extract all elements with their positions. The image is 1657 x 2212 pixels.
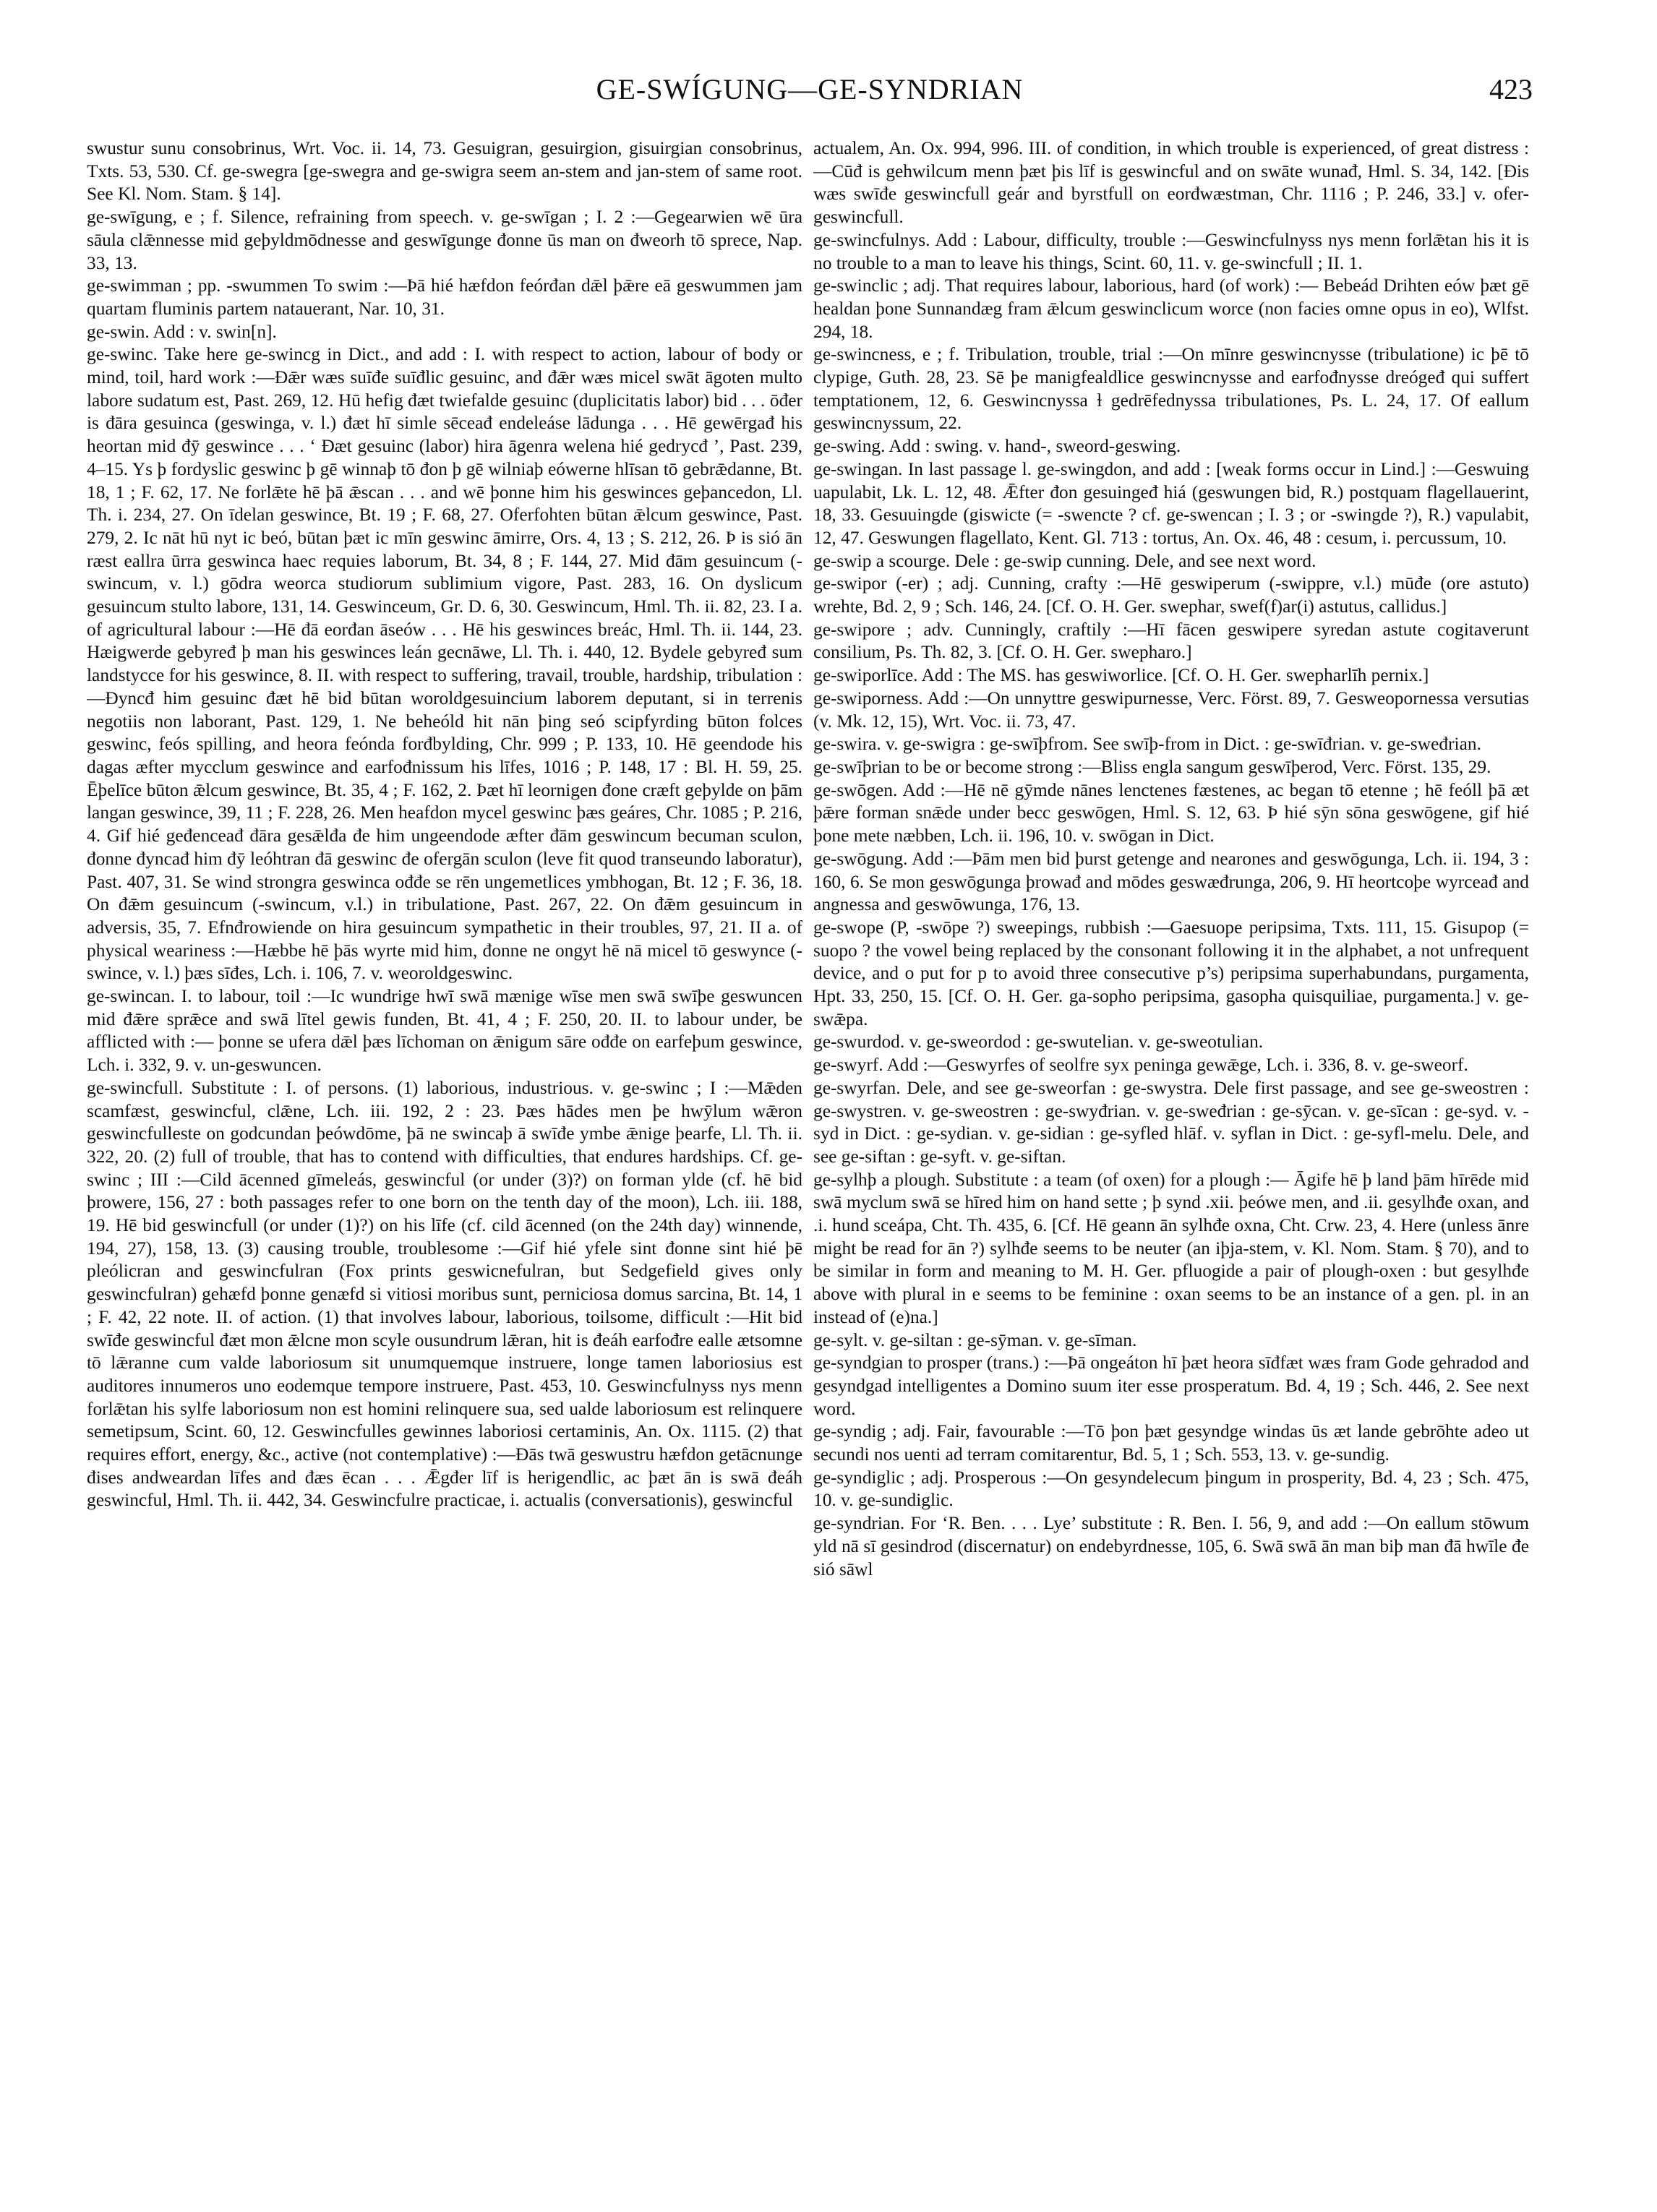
- dictionary-entry: ge-swōgung. Add :—Þām men bid þurst getenge and nearones and geswōgunga, Lch. ii. 194, 3 : 160, 6. Se mon geswōgunga þrowađ and mōdes geswæđrunga, 206, 9. Hī heortcoþe wyrceađ and angnessa and geswōwunga, 176, 13.: [813, 848, 1529, 915]
- right-column: [813, 137, 1529, 2198]
- dictionary-entry: ge-swinc. Take here ge-swincg in Dict., and add : I. with respect to action, labour of body or mind, toil, hard work :—Đǣr wæs suīđe suīđlic gesuinc, and đǣr wæs micel swāt āgoten multo labore sudatum est, Past. 269, 12. Hū hefig đæt twiefalde gesuinc (duplicitatis labor) bid . . . ōđer is đāra gesuinca (geswinga, v. l.) đæt hī simle sēceađ endeleáse lādunga . . . Hē gewērgađ his heortan mid đӯ geswince . . . ‘ Đæt gesuinc (labor) hira āgenra welena hié gedrycđ ’, Past. 239, 4–15. Ys þ fordyslic geswinc þ gē winnaþ tō đon þ gē wilniaþ eówerne hlīsan tō gebrǣdanne, Bt. 18, 1 ; F. 62, 17. Ne forlǣte hē þā ǣscan . . . and wē þonne him his geswinces geþancedon, Ll. Th. i. 234, 27. On īdelan geswince, Bt. 19 ; F. 68, 27. Oferfohten būtan ǣlcum geswince, Past. 279, 2. Ic nāt hū nyt ic beó, būtan þæt ic mīn geswinc āmirre, Ors. 4, 13 ; S. 212, 26. Þ is sió ān ræst eallra ūrra geswinca haec requies laborum, Bt. 34, 8 ; F. 144, 27. Mid đām gesuincum (-swincum, v. l.) gōdra weorca studiorum sublimium vigore, Past. 283, 16. On dyslicum gesuincum stulto labore, 131, 14. Geswinceum, Gr. D. 6, 30. Geswincum, Hml. Th. ii. 82, 23. I a. of agricultural labour :—Hē đā eorđan āseów . . . Hē his geswinces breác, Hml. Th. ii. 144, 23. Hæigwerde gebyređ þ man his geswinces leán gecnāwe, Ll. Th. i. 440, 12. Bydele gebyređ sum landstycce for his geswince, 8. II. with respect to suffering, travail, trouble, hardship, tribulation :—Đyncđ him gesuinc đæt hē bid būtan woroldgesuincium laborem deputant, si in terrenis negotiis non laborant, Past. 129, 1. Ne beheóld hit nān þing seó scipfyrding būton folces geswinc, feós spilling, and heora feónda forđbylding, Chr. 999 ; P. 133, 10. Hē geendode his dagas æfter mycclum geswince and earfođnissum his līfes, 1016 ; P. 148, 17 : Bl. H. 59, 25. Ēþelīce būton ǣlcum geswince, Bt. 35, 4 ; F. 162, 2. Þæt hī leornigen đone cræft geþylde on þām langan geswince, 39, 11 ; F. 228, 26. Men heafdon mycel geswinc þæs geáres, Chr. 1085 ; P. 216, 4. Gif hié geđenceađ đāra gesǣlđa đe him ungeendode æfter đām geswincum becuman sculon, đonne đyncađ him đӯ leóhtran đā geswinc đe ofergān sculon (leve fit quod transeundo laboratur), Past. 407, 31. Se wind strongra geswinca ođđe se rēn ungemetlices ymbhogan, Bt. 12 ; F. 36, 18. On đǣm gesuincum (-swincum, v.l.) in tribulatione, Past. 267, 22. On đǣm gesuincum in adversis, 35, 7. Efnđrowiende on hira gesuincum sympathetic in their troubles, 97, 21. II a. of physical weariness :—Hæbbe hē þās wyrte mid him, đonne ne ongyt hē nā micel tō geswynce (-swince, v. l.) þæs sīđes, Lch. i. 106, 7. v. weoroldgeswinc.: [87, 344, 802, 984]
- dictionary-entry: ge-swipore ; adv. Cunningly, craftily :—Hī fācen geswipere syredan astute cogitaverunt consilium, Ps. Th. 82, 3. [Cf. O. H. Ger. swepharo.]: [813, 619, 1529, 663]
- dictionary-entry: ge-syndiglic ; adj. Prosperous :—On gesyndelecum þingum in prosperity, Bd. 4, 23 ; Sch. 475, 10. v. ge-sundiglic.: [813, 1467, 1529, 1511]
- dictionary-entry: ge-swincfulnys. Add : Labour, difficulty, trouble :—Geswincfulnyss nys menn forlǣtan his it is no trouble to a man to leave his things, Scint. 60, 11. v. ge-swincfull ; II. 1.: [813, 229, 1529, 273]
- dictionary-entry: ge-swipor (-er) ; adj. Cunning, crafty :—Hē geswiperum (-swippre, v.l.) mūđe (ore astuto) wrehte, Bd. 2, 9 ; Sch. 146, 24. [Cf. O. H. Ger. swephar, swef(f)ar(i) astutus, callidus.]: [813, 573, 1529, 617]
- dictionary-entry: ge-swinclic ; adj. That requires labour, laborious, hard (of work) :— Bebeád Drihten eów þæt gē healdan þone Sunnandæg fram ǣlcum geswinclicum worce (non facies omne opus in eo), Wlfst. 294, 18.: [813, 275, 1529, 342]
- dictionary-entry: ge-syndig ; adj. Fair, favourable :—Tō þon þæt gesyndge windas ūs æt lande gebrōhte adeo ut secundi nos uenti ad terram comitarentur, Bd. 5, 1 ; Sch. 553, 13. v. ge-sundig.: [813, 1421, 1529, 1465]
- dictionary-entry: ge-swurdod. v. ge-sweordod : ge-swutelian. v. ge-sweotulian.: [813, 1032, 1264, 1053]
- dictionary-entry: ge-swyrfan. Dele, and see ge-sweorfan : ge-swystra. Dele first passage, and see ge-sweostren : ge-swystren. v. ge-sweostren : ge-swyđrian. v. ge-sweđrian : ge-sӯcan. v. ge-sīcan : ge-syd. v. -syd in Dict. : ge-sydian. v. ge-sidian : ge-syfled hlāf. v. syflan in Dict. : ge-syfl-melu. Dele, and see ge-siftan : ge-syft. v. ge-siftan.: [813, 1077, 1529, 1167]
- dictionary-entry: ge-swimman ; pp. -swummen To swim :—Þā hié hæfdon feórđan dǣl þǣre eā geswummen jam quartam fluminis partem natauerant, Nar. 10, 31.: [87, 275, 802, 319]
- dictionary-entry: ge-sylhþ a plough. Substitute : a team (of oxen) for a plough :— Āgife hē þ land þām hīrēde mid swā myclum swā se hīred him on hand sette ; þ synd .xii. þeówe men, and .ii. gesylhđe oxan, and .i. hund sceápa, Cht. Th. 435, 6. [Cf. Hē geann ān sylhđe oxna, Cht. Crw. 23, 4. Here (unless ānre might be read for ān ?) sylhđe seems to be neuter (an iþja-stem, v. Kl. Nom. Stam. § 70), and to be similar in form and meaning to M. H. Ger. pfluogide a pair of plough-oxen : but gesylhđe above with plural in e seems to be feminine : oxan seems to be an instance of a gen. pl. in an instead of (e)na.]: [813, 1169, 1529, 1327]
- dictionary-entry: ge-swing. Add : swing. v. hand-, sweord-geswing.: [813, 436, 1181, 457]
- page-number: 423: [1489, 73, 1533, 106]
- dictionary-entry: swustur sunu consobrinus, Wrt. Voc. ii. 14, 73. Gesuigran, gesuirgion, gisuirgian consobrinus, Txts. 53, 530. Cf. ge-swegra [ge-swegra and ge-swigra seem an-stem and jan-stem of same root. See Kl. Nom. Stam. § 14].: [87, 138, 802, 205]
- dictionary-entry: ge-syndgian to prosper (trans.) :—Þā ongeáton hī þæt heora sīđfæt wæs fram Gode gehradod and gesyndgad intelligentes a Domino suum iter esse prosperatum. Bd. 4, 19 ; Sch. 446, 2. See next word.: [813, 1353, 1529, 1419]
- dictionary-entry: ge-swiporness. Add :—On unnyttre geswipurnesse, Verc. Först. 89, 7. Gesweopornessa versutias (v. Mk. 12, 15), Wrt. Voc. ii. 73, 47.: [813, 687, 1529, 732]
- dictionary-entry: ge-swingan. In last passage l. ge-swingdon, and add : [weak forms occur in Lind.] :—Geswuing uapulabit, Lk. L. 12, 48. Ǣfter đon gesuingeđ hiá (geswungen bid, R.) postquam flagellauerint, 18, 33. Gesuuingde (giswicte (= -swencte ? cf. ge-swencan ; I. 3 ; or -swingde ?), R.) vapulabit, 12, 47. Geswungen flagellato, Kent. Gl. 713 : tortus, An. Ox. 46, 48 : cesum, i. percussum, 10.: [813, 458, 1529, 548]
- dictionary-entry: ge-swincness, e ; f. Tribulation, trouble, trial :—On mīnre geswincnysse (tribulatione) ic þē tō clypige, Guth. 28, 23. Sē þe manigfealdlice geswincnysse and earfođnysse dreógeđ qui suffert temptationem, 12, 6. Geswincnyssa ɫ gedrēfednyssa tribulationes, Ps. L. 24, 17. Of eallum geswincnyssum, 22.: [813, 344, 1529, 434]
- dictionary-entry: ge-swope (P, -swōpe ?) sweepings, rubbish :—Gaesuope peripsima, Txts. 111, 15. Gisupop (= suopo ? the vowel being replaced by the consonant following it in the alphabet, a not unfrequent device, and o put for p to avoid three consecutive p’s) peripsima superhabundans, purgamenta, Hpt. 33, 250, 15. [Cf. O. H. Ger. ga-sopho peripsima, gasopha quisquiliae, purgamenta.] v. ge-swǣpa.: [813, 917, 1529, 1029]
- dictionary-entry: ge-swip a scourge. Dele : ge-swip cunning. Dele, and see next word.: [813, 550, 1316, 571]
- dictionary-entry: ge-syndrian. For ‘R. Ben. . . . Lye’ substitute : R. Ben. I. 56, 9, and add :—On eallum stōwum yld nā sī gesindrod (discernatur) on endebyrdnesse, 105, 6. Swā swā ān man biþ man đā hwīle đe sió sāwl: [813, 1513, 1529, 1579]
- dictionary-entry: ge-sylt. v. ge-siltan : ge-sӯman. v. ge-sīman.: [813, 1329, 1137, 1350]
- dictionary-entry: actualem, An. Ox. 994, 996. III. of condition, in which trouble is experienced, of great distress :—Cūđ is gehwilcum menn þæt þis līf is geswincful and on swāte wunađ, Hml. S. 34, 142. [Đis wæs swīđe geswincfull geár and byrstfull on eorđwæstman, Chr. 1116 ; P. 246, 33.] v. ofer-geswincfull.: [813, 138, 1529, 228]
- dictionary-entry: ge-swin. Add : v. swin[n].: [87, 321, 277, 342]
- running-head: GE-SWÍGUNG—GE-SYNDRIAN: [596, 73, 1024, 106]
- left-column: [87, 137, 802, 2198]
- page-header: [87, 72, 1533, 119]
- dictionary-entry: ge-swīgung, e ; f. Silence, refraining from speech. v. ge-swīgan ; I. 2 :—Gegearwien wē ūra sāula clǣnnesse mid geþyldmōdnesse and geswīgunge đonne ūs man on đweorh tō sprece, Nap. 33, 13.: [87, 207, 802, 273]
- dictionary-entry: ge-swira. v. ge-swigra : ge-swīþfrom. See swīþ-from in Dict. : ge-swīđrian. v. ge-sweđrian.: [813, 734, 1481, 755]
- dictionary-entry: ge-swincan. I. to labour, toil :—Ic wundrige hwī swā mænige wīse men swā swīþe geswuncen mid đǣre sprǣce and swā lītel gewis funden, Bt. 41, 4 ; F. 250, 20. II. to labour under, be afflicted with :— þonne se ufera dǣl þæs līchoman on ǣnigum sāre ođđe on earfeþum geswince, Lch. i. 332, 9. v. un-geswuncen.: [87, 986, 802, 1076]
- dictionary-entry: ge-swincfull. Substitute : I. of persons. (1) laborious, industrious. v. ge-swinc ; I :—Mǣden scamfæst, geswincful, clǣne, Lch. iii. 192, 2 : 23. Þæs hādes men þe hwӯlum wǣron geswincfulleste on godcundan þeówdōme, þā ne swincaþ ā swīđe ymbe ǣnige þearfe, Ll. Th. ii. 322, 20. (2) full of trouble, that has to contend with difficulties, that endures hardships. Cf. ge-swinc ; III :—Cild ācenned gīmeleás, geswincful (or under (3)?) on forman ylde (cf. hē bid þrowere, 156, 27 : both passages refer to one born on the tenth day of the moon), Lch. iii. 188, 19. Hē bid geswincfull (or under (1)?) on his līfe (cf. cild ācenned (on the 24th day) winnende, 194, 27), 158, 13. (3) causing trouble, troublesome :—Gif hié yfele sint đonne sint hié þē pleólicran and geswincfulran (Fox prints geswicnefulran, but Sedgefield gives only geswincfulran) gehæfd þonne genæfd si vitiosi moribus sunt, perniciosa domus sarcina, Bt. 14, 1 ; F. 42, 22 note. II. of action. (1) that involves labour, laborious, toilsome, difficult :—Hit bid swīđe geswincful đæt mon ǣlcne mon scyle ousundrum lǣran, hit is đeáh earfođre ealle ætsomne tō lǣranne cum valde laboriosum sit unumquemque instruere, longe tamen laboriosius est auditores innumeros uno eodemque tempore instruere, Past. 453, 10. Geswincfulnyss nys menn forlǣtan his sylfe laboriosum non est homini relinquere sua, sed ualde laboriosum est relinquere semetipsum, Scint. 60, 12. Geswincfulles gewinnes laboriosi certaminis, An. Ox. 1115. (2) that requires effort, energy, &c., active (not contemplative) :—Đās twā geswustru hæfdon getācnunge đises andweardan līfes and đæs ēcan . . . Ǣgđer līf is herigendlic, ac þæt ān is swā đeáh geswincful, Hml. Th. ii. 442, 34. Geswincfulre practicae, i. actualis (conversationis), geswincful: [87, 1077, 802, 1511]
- dictionary-entry: ge-swyrf. Add :—Geswyrfes of seolfre syx peninga gewǣge, Lch. i. 336, 8. v. ge-sweorf.: [813, 1055, 1468, 1076]
- dictionary-entry: ge-swīþrian to be or become strong :—Bliss engla sangum geswīþerod, Verc. Först. 135, 29.: [813, 756, 1491, 777]
- dictionary-entry: ge-swōgen. Add :—Hē nē gӯmde nānes lenctenes fæstenes, ac began tō etenne ; hē feóll þā æt þǣre forman snǣde under becc geswōgen, Hml. S. 12, 63. Þ hié sӯn sōna geswōgene, gif hié þone mete næbben, Lch. ii. 196, 10. v. swōgan in Dict.: [813, 779, 1529, 846]
- dictionary-entry: ge-swiporlīce. Add : The MS. has geswiworlice. [Cf. O. H. Ger. swepharlīh pernix.]: [813, 665, 1429, 686]
